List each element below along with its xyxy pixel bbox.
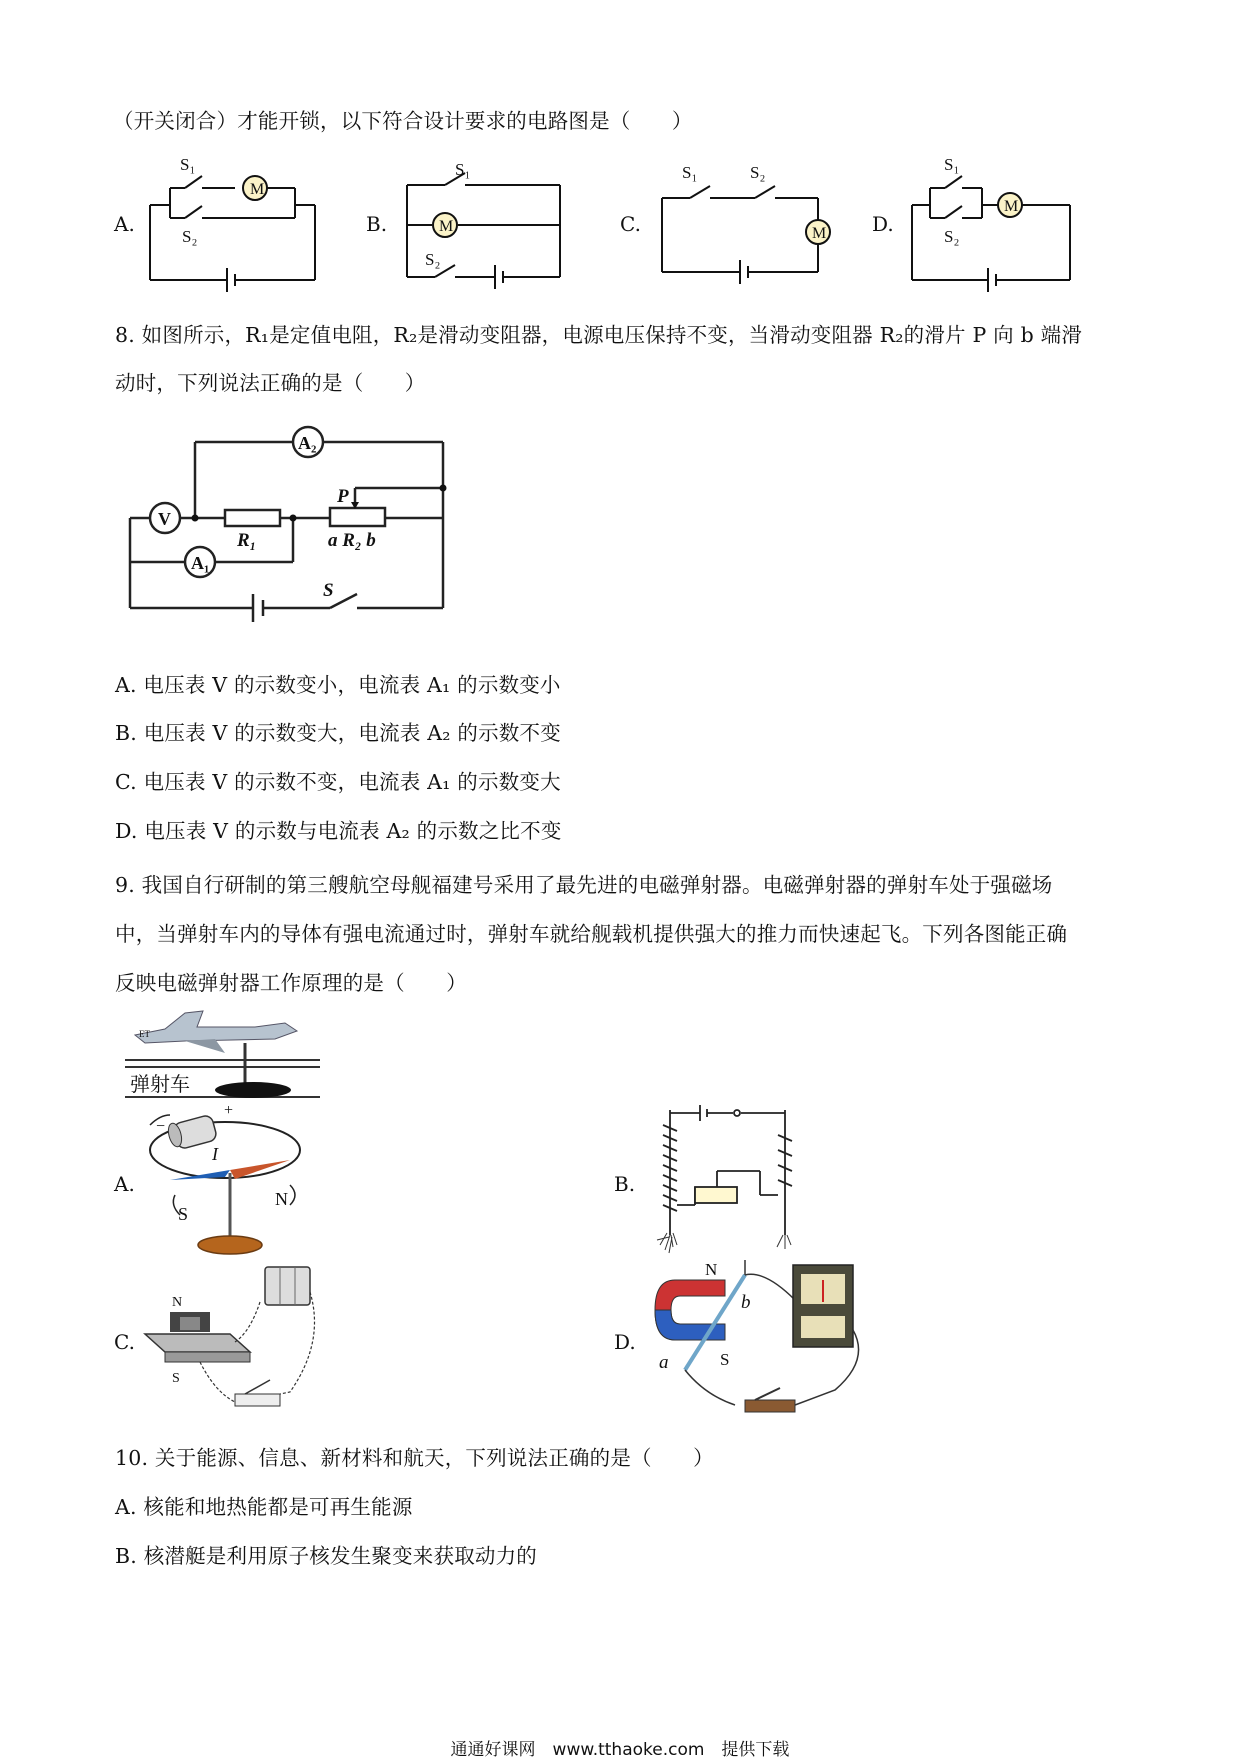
q9-stem-line1: 9. 我国自行研制的第三艘航空母舰福建号采用了最先进的电磁弹射器。电磁弹射器的弹射车处于强磁场 xyxy=(115,873,1053,897)
q8-stem-line1: 8. 如图所示，R₁是定值电阻，R₂是滑动变阻器，电源电压保持不变，当滑动变阻器 R₂的滑片 P 向 b 端滑 xyxy=(115,323,1083,347)
q8-option-c[interactable]: C. 电压表 V 的示数不变，电流表 A₁ 的示数变大 xyxy=(115,770,561,794)
q7c-s2: S₂ xyxy=(750,163,766,182)
q7-option-b-letter[interactable]: B. xyxy=(366,212,388,236)
q8-option-a[interactable]: A. 电压表 V 的示数变小，电流表 A₁ 的示数变小 xyxy=(115,673,561,697)
catapult-illustration xyxy=(125,1005,325,1105)
q10-option-b[interactable]: B. 核潜艇是利用原子核发生聚变来获取动力的 xyxy=(115,1544,537,1568)
q7d-s2: S₂ xyxy=(944,227,960,246)
q9-option-a-image xyxy=(140,1102,320,1265)
q7d-motor: M xyxy=(1004,198,1019,215)
q8-r2-label: a R₂ b xyxy=(328,530,376,551)
q8-r1-label: R₁ xyxy=(237,530,257,551)
q8-switch-s: S xyxy=(323,580,334,601)
q8-stem-line2: 动时，下列说法正确的是（ ） xyxy=(115,371,426,395)
q9-option-d-image xyxy=(645,1260,875,1420)
q7a-s1: S₁ xyxy=(180,155,196,174)
q9-stem-line3: 反映电磁弹射器工作原理的是（ ） xyxy=(115,971,467,995)
q10-stem: 10. 关于能源、信息、新材料和航天，下列说法正确的是（ ） xyxy=(115,1446,714,1470)
q7-circuit-d xyxy=(900,150,1085,290)
q7-circuit-c xyxy=(650,160,835,285)
q7b-s1: S₁ xyxy=(455,160,471,179)
q7d-s1: S₁ xyxy=(944,155,960,174)
q9d-b: b xyxy=(741,1292,751,1313)
q8-option-b[interactable]: B. 电压表 V 的示数变大，电流表 A₂ 的示数不变 xyxy=(115,721,561,745)
q9c-south: S xyxy=(172,1371,180,1386)
q7-option-d-letter[interactable]: D. xyxy=(872,212,894,236)
svg-text:ET: ET xyxy=(139,1029,150,1039)
q9-option-b-image xyxy=(645,1105,815,1265)
q7c-s1: S₁ xyxy=(682,163,698,182)
q7b-motor: M xyxy=(439,218,454,235)
q9a-minus: − xyxy=(156,1118,166,1135)
q9-option-a-letter[interactable]: A. xyxy=(114,1172,135,1196)
q7b-s2: S₂ xyxy=(425,250,441,269)
q9a-current: I xyxy=(212,1144,218,1164)
q7a-motor: M xyxy=(250,181,265,198)
q9d-south: S xyxy=(720,1350,730,1369)
q9-option-d-letter[interactable]: D. xyxy=(614,1330,636,1354)
page-footer: 通通好课网 www.tthaoke.com 提供下载 xyxy=(450,1740,790,1760)
q9a-north: N xyxy=(275,1189,288,1209)
q8-voltmeter-v: V xyxy=(158,509,171,529)
q8-ammeter-a1: A₁ xyxy=(191,553,210,573)
q9d-north: N xyxy=(705,1260,718,1279)
q8-slider-p: P xyxy=(337,486,349,507)
q7-option-a-letter[interactable]: A. xyxy=(114,212,135,236)
q8-circuit-diagram xyxy=(125,420,455,630)
q10-option-a[interactable]: A. 核能和地热能都是可再生能源 xyxy=(115,1495,413,1519)
q9-stem-line2: 中，当弹射车内的导体有强电流通过时，弹射车就给舰载机提供强大的推力而快速起飞。下列各图能正确 xyxy=(115,922,1068,946)
q7-stem-tail: （开关闭合）才能开锁，以下符合设计要求的电路图是（ ） xyxy=(113,109,693,133)
q7-circuit-b xyxy=(395,155,575,285)
q7-circuit-a xyxy=(140,150,330,290)
q7a-s2: S₂ xyxy=(182,227,198,246)
q9a-south: S xyxy=(178,1204,189,1224)
q8-option-d[interactable]: D. 电压表 V 的示数与电流表 A₂ 的示数之比不变 xyxy=(115,819,562,843)
q9c-north: N xyxy=(172,1295,183,1310)
q9-option-c-letter[interactable]: C. xyxy=(114,1330,135,1354)
q8-ammeter-a2: A₂ xyxy=(298,433,317,453)
q9a-plus: + xyxy=(224,1102,234,1119)
catapult-label: 弹射车 xyxy=(130,1074,190,1096)
q7c-motor: M xyxy=(812,225,827,242)
q9d-a: a xyxy=(659,1352,669,1373)
q7-option-c-letter[interactable]: C. xyxy=(620,212,641,236)
q9-option-c-image xyxy=(140,1262,340,1422)
q9-option-b-letter[interactable]: B. xyxy=(614,1172,636,1196)
